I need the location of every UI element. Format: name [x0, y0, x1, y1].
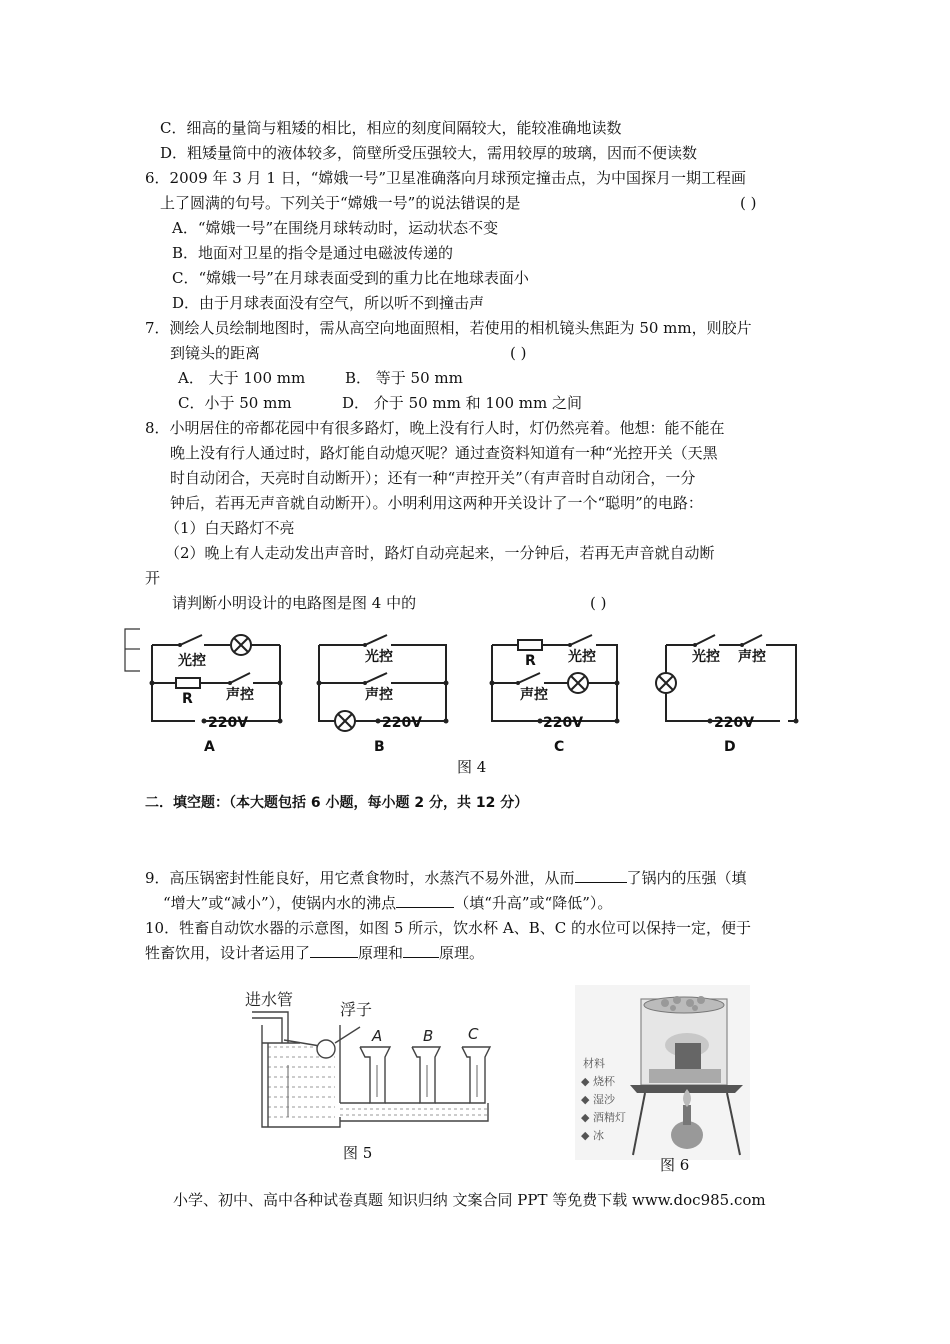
cup-c-label: C — [468, 1025, 479, 1043]
figure-5-caption: 图 5 — [343, 1144, 373, 1162]
q7-option-b: B． 等于 50 mm — [345, 369, 463, 387]
q6-stem-line1: 6．2009 年 3 月 1 日，“嫦娥一号”卫星准确落向月球预定撞击点，为中国探月一期工程画 — [145, 169, 746, 187]
circuit-c — [492, 640, 617, 721]
q10-line2-a: 牲畜饮用，设计者运用了 — [145, 944, 311, 962]
circuit-a — [152, 635, 280, 721]
circuit-b-sound-label: 声控 — [365, 687, 393, 703]
q7-option-c: C．小于 50 mm — [178, 394, 292, 412]
material-alcohol-lamp: ◆ 酒精灯 — [581, 1111, 626, 1124]
material-ice: ◆ 冰 — [581, 1129, 604, 1142]
q8-stem-line3: 时自动闭合，天亮时自动断开）；还有一种“声控开关”（有声音时自动闭合，一分 — [170, 469, 696, 487]
q8-requirement-1: （1）白天路灯不亮 — [165, 519, 295, 537]
q7-option-d: D． 介于 50 mm 和 100 mm 之间 — [342, 394, 583, 412]
q10-line2-b: 原理和 — [358, 944, 404, 962]
figure-6-caption: 图 6 — [660, 1156, 690, 1174]
q9-line2-a: “增大”或“减小”），使锅内水的沸点 — [163, 894, 397, 912]
section-2-heading: 二．填空题：（本大题包括 6 小题，每小题 2 分，共 12 分） — [145, 795, 529, 811]
circuit-b-light-label: 光控 — [365, 649, 393, 665]
circuit-d-sound-label: 声控 — [738, 649, 766, 665]
circuit-c-voltage: 220V — [543, 715, 584, 731]
circuit-c-light-label: 光控 — [568, 649, 596, 665]
circuit-a-label: A — [204, 739, 215, 755]
circuit-c-label: C — [554, 739, 565, 755]
q8-ask: 请判断小明设计的电路图是图 4 中的 — [172, 594, 417, 612]
material-wet-sand: ◆ 湿沙 — [581, 1093, 615, 1106]
q5-option-c: C．细高的量筒与粗矮的相比，相应的刻度间隔较大，能较准确地读数 — [160, 119, 622, 137]
q9-line1-b: 了锅内的压强（填 — [626, 869, 747, 887]
q7-option-a: A． 大于 100 mm — [178, 369, 306, 387]
q8-stem-line4: 钟后，若再无声音就自动断开）。小明利用这两种开关设计了一个“聪明”的电路： — [170, 494, 703, 512]
inlet-pipe-label: 进水管 — [245, 990, 294, 1009]
circuit-b-label: B — [374, 739, 385, 755]
q10-line1: 10．牲畜自动饮水器的示意图，如图 5 所示，饮水杯 A、B、C 的水位可以保持一定，便于 — [145, 919, 752, 937]
q6-option-c: C．“嫦娥一号”在月球表面受到的重力比在地球表面小 — [172, 269, 529, 287]
q6-option-a: A．“嫦娥一号”在围绕月球转动时，运动状态不变 — [172, 219, 499, 237]
q5-option-d: D．粗矮量筒中的液体较多，筒壁所受压强较大，需用较厚的玻璃，因而不便读数 — [160, 144, 698, 162]
q9-line1 — [145, 868, 747, 888]
q6-option-b: B．地面对卫星的指令是通过电磁波传递的 — [172, 244, 454, 262]
q9-line2-b: （填“升高”或“降低”）。 — [454, 894, 613, 912]
q10-line2-c: 原理。 — [439, 944, 485, 962]
q6-stem-line2: 上了圆满的句号。下列关于“嫦娥一号”的说法错误的是 — [160, 194, 521, 212]
q9-line1-a: 9．高压锅密封性能良好，用它煮食物时，水蒸汽不易外泄，从而 — [145, 869, 575, 887]
q6-answer-paren: ( ) — [740, 194, 757, 212]
circuit-a-sound-label: 声控 — [226, 687, 254, 703]
q10-blank-1[interactable] — [310, 943, 358, 958]
q9-blank-2[interactable] — [396, 893, 454, 908]
q8-stem-line2: 晚上没有行人通过时，路灯能自动熄灭呢？通过查资料知道有一种“光控开关（天黑 — [170, 444, 718, 462]
q7-stem-line2: 到镜头的距离 — [170, 344, 261, 362]
figure-5-drinking-device — [240, 985, 500, 1135]
circuit-a-voltage: 220V — [208, 715, 249, 731]
circuit-d-light-label: 光控 — [692, 649, 720, 665]
materials-title: 材料 — [583, 1057, 605, 1070]
circuit-a-light-label: 光控 — [178, 653, 206, 669]
q8-answer-paren: ( ) — [590, 594, 607, 612]
figure-4-caption: 图 4 — [457, 758, 487, 776]
cup-a-label: A — [372, 1027, 383, 1045]
circuit-c-sound-label: 声控 — [520, 687, 548, 703]
cup-b-label: B — [423, 1027, 434, 1045]
circuit-d-voltage: 220V — [714, 715, 755, 731]
q8-requirement-2a: （2）晚上有人走动发出声音时，路灯自动亮起来，一分钟后，若再无声音就自动断 — [165, 544, 715, 562]
material-beaker: ◆ 烧杯 — [581, 1075, 615, 1088]
circuit-d — [656, 645, 796, 721]
q7-stem-line1: 7．测绘人员绘制地图时，需从高空向地面照相，若使用的相机镜头焦距为 50 mm，则胶片 — [145, 319, 752, 337]
figure-6-experiment — [575, 985, 750, 1160]
q7-answer-paren: ( ) — [510, 344, 527, 362]
q9-blank-1[interactable] — [575, 868, 627, 883]
scan-artifact — [125, 629, 140, 671]
float-label: 浮子 — [340, 1000, 373, 1019]
q9-line2 — [163, 893, 612, 913]
q8-stem-line1: 8．小明居住的帝都花园中有很多路灯，晚上没有行人时，灯仍然亮着。他想：能不能在 — [145, 419, 725, 437]
q10-line2 — [145, 943, 484, 963]
footer-text: 小学、初中、高中各种试卷真题 知识归纳 文案合同 PPT 等免费下载 www.doc985.com — [173, 1191, 766, 1209]
circuit-a-resistor-label: R — [182, 691, 193, 707]
q6-option-d: D．由于月球表面没有空气，所以听不到撞击声 — [172, 294, 485, 312]
figure-4-circuits — [120, 625, 810, 760]
q10-blank-2[interactable] — [403, 943, 439, 958]
circuit-d-label: D — [724, 739, 736, 755]
circuit-b-voltage: 220V — [382, 715, 423, 731]
q8-requirement-2b: 开 — [145, 569, 161, 587]
circuit-c-resistor-label: R — [525, 653, 536, 669]
